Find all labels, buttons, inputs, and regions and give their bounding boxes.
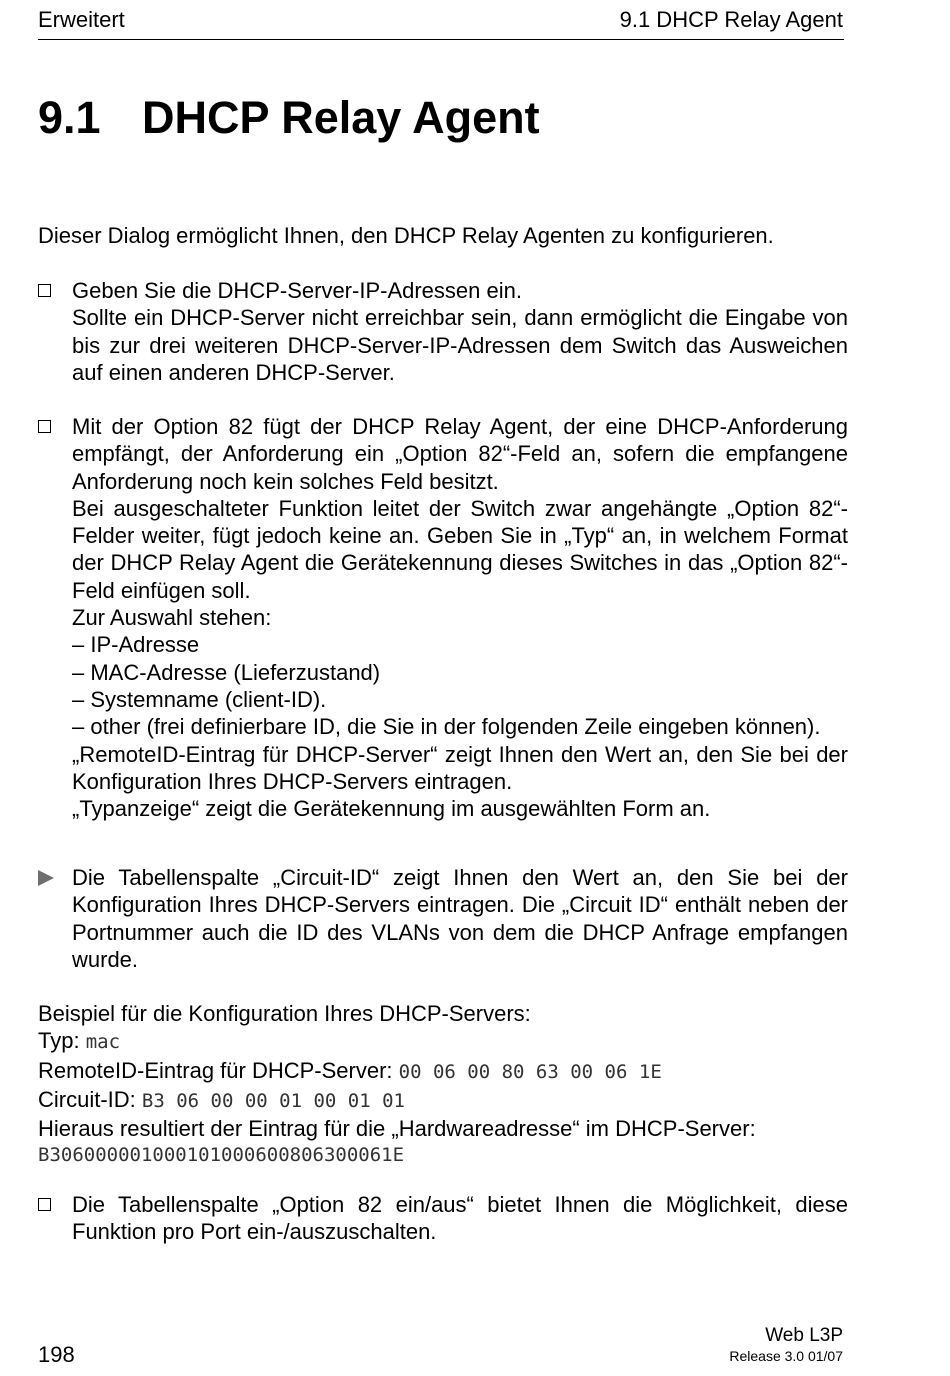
footer-release: Release 3.0 01/07: [729, 1348, 843, 1364]
item-text-line: „Typanzeige“ zeigt die Gerätekennung im ausgewählten Form an.: [72, 796, 711, 822]
intro-paragraph: Dieser Dialog ermöglicht Ihnen, den DHCP Relay Agenten zu konfigurieren.: [38, 223, 774, 248]
item-content: [72, 277, 848, 386]
example-circuit-id-label: Circuit-ID:: [38, 1086, 142, 1112]
example-type-value: mac: [85, 1031, 121, 1054]
example-hardware-address: B306000001000101000600806300061E: [38, 1144, 405, 1167]
checkbox-bullet-icon: [38, 1198, 51, 1211]
item-content: [72, 1191, 848, 1246]
example-remote-id-line: [38, 1057, 848, 1086]
triangle-arrow-icon: [38, 870, 54, 886]
example-type-line: [38, 1027, 848, 1056]
checklist-item-server-ip: [38, 277, 848, 386]
example-circuit-id-value: B3 06 00 00 01 00 01 01: [141, 1089, 405, 1112]
footer-product: Web L3P: [765, 1325, 843, 1346]
header-divider: [38, 39, 844, 40]
bullet: [38, 413, 72, 433]
example-remote-id-value: 00 06 00 80 63 00 06 1E: [398, 1060, 662, 1083]
item-text-line: Geben Sie die DHCP-Server-IP-Adressen ein.: [72, 278, 522, 303]
bullet: [38, 1191, 72, 1211]
section-title-text: DHCP Relay Agent: [142, 92, 540, 143]
example-type-label: Typ:: [38, 1028, 86, 1054]
bullet: [38, 864, 72, 886]
item-text-line: Die Tabellenspalte „Option 82 ein/aus“ bietet Ihnen die Möglichkeit, diese Funktion pro Port ein-/auszuschalten.: [72, 1192, 848, 1245]
note-item-circuit-id: [38, 864, 848, 973]
checklist-item-option82: [38, 413, 848, 822]
item-content: [72, 864, 848, 973]
running-header-section: 9.1 DHCP Relay Agent: [619, 7, 843, 32]
running-header-chapter: Erweitert: [38, 7, 125, 32]
checklist-item-option82-port: [38, 1191, 848, 1246]
checkbox-bullet-icon: [38, 420, 51, 433]
example-result-text: Hieraus resultiert der Eintrag für die „Hardwareadresse“ im DHCP-Server:: [38, 1116, 756, 1142]
section-number: 9.1: [38, 92, 101, 143]
item-text-line: Bei ausgeschalteter Funktion leitet der Switch zwar angehängte „Option 82“-Felder weiter, fügt jedoch keine an. Geben Sie in „Typ“ an, in welchem Format der DHCP Relay Agent die Gerätekennung dieses Switches in das „Option 82“-Feld einfügen soll.: [72, 495, 848, 603]
item-content: [72, 413, 848, 822]
example-remote-id-label: RemoteID-Eintrag für DHCP-Server:: [38, 1057, 399, 1083]
bullet: [38, 277, 72, 297]
option-ip-address: – IP-Adresse: [72, 632, 200, 658]
section-title: [38, 92, 540, 144]
example-heading: Beispiel für die Konfiguration Ihres DHCP-Servers:: [38, 1001, 531, 1026]
page-number: 198: [38, 1342, 75, 1367]
item-text-line: „RemoteID-Eintrag für DHCP-Server“ zeigt Ihnen den Wert an, den Sie bei der Konfiguration Ihres DHCP-Servers eintragen.: [72, 741, 848, 794]
option-system-name: – Systemname (client-ID).: [72, 686, 327, 712]
item-text-line: Sollte ein DHCP-Server nicht erreichbar sein, dann ermöglicht die Eingabe von bis zur drei weiteren DHCP-Server-IP-Adressen dem Switch das Ausweichen auf einen anderen DHCP-Server.: [72, 305, 848, 385]
item-text-line: Zur Auswahl stehen:: [72, 605, 272, 631]
checkbox-bullet-icon: [38, 284, 51, 297]
item-text-line: Mit der Option 82 fügt der DHCP Relay Agent, der eine DHCP-Anforderung empfängt, der Anforderung ein „Option 82“-Feld an, sofern die empfangene Anforderung noch kein solches Feld besitzt.: [72, 414, 848, 494]
example-block: [38, 1000, 848, 1170]
option-mac-address: – MAC-Adresse (Lieferzustand): [72, 659, 381, 685]
example-circuit-id-line: [38, 1086, 848, 1115]
option-other: – other (frei definierbare ID, die Sie in der folgenden Zeile eingeben können).: [72, 714, 821, 740]
item-text-line: Die Tabellenspalte „Circuit-ID“ zeigt Ihnen den Wert an, den Sie bei der Konfiguration Ihres DHCP-Servers eintragen. Die „Circuit ID“ enthält neben der Portnummer auch die ID des VLANs von dem die DHCP Anfrage empfangen wurde.: [72, 865, 848, 972]
